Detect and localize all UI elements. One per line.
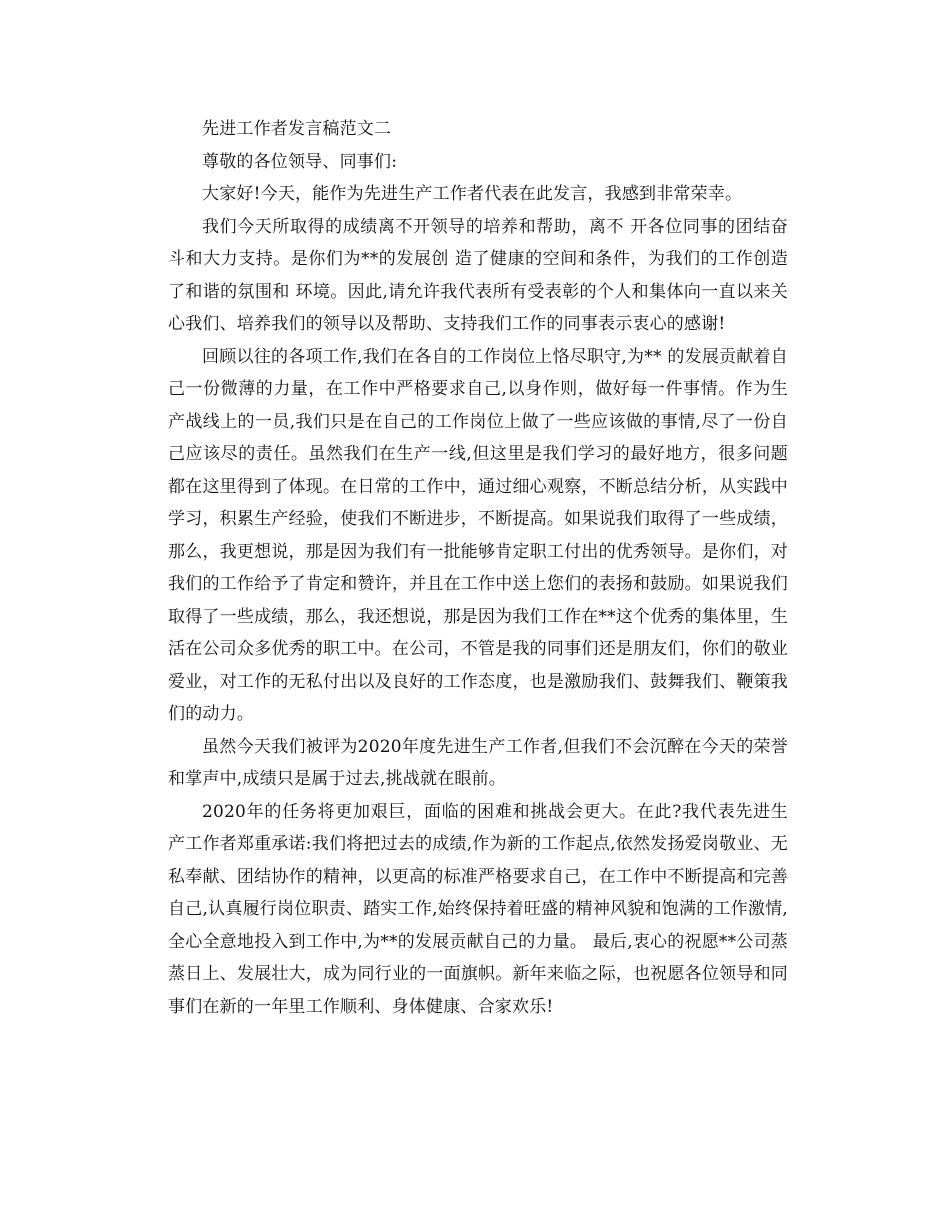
paragraph-greeting: 大家好!今天，能作为先进生产工作者代表在此发言，我感到非常荣幸。 bbox=[202, 184, 743, 204]
paragraph-honor: 虽然今天我们被评为2020年度先进生产工作者,但我们不会沉醉在今天的荣誉和掌声中,成绩只是属于过去,挑战就在眼前。 bbox=[168, 736, 788, 789]
paragraph-review: 回顾以往的各项工作,我们在各自的工作岗位上恪尽职守,为** 的发展贡献着自己一份微薄的力量，在工作中严格要求自己,以身作则，做好每一件事情。作为生产战线上的一员,我们只是在自己的工作岗位上做了一些应该做的事情,尽了一份自己应该尽的责任。虽然我们在生产一线,但这里是我们学习的最好地方，很多问题都在这里得到了体现。在日常的工作中，通过细心观察，不断总结分析，从实践中学习，积累生产经验，使我们不断进步，不断提高。如果说我们取得了一些成绩，那么，我更想说，那是因为我们有一批能够肯定职工付出的优秀领导。是你们，对我们的工作给予了肯定和赞许，并且在工作中送上您们的表扬和鼓励。如果说我们取得了一些成绩，那么，我还想说，那是因为我们工作在**这个优秀的集体里，生活在公司众多优秀的职工中。在公司，不管是我的同事们还是朋友们，你们的敬业爱业，对工作的无私付出以及良好的工作态度，也是激励我们、鼓舞我们、鞭策我们的动力。 bbox=[168, 346, 788, 724]
document-body bbox=[168, 113, 788, 1023]
document-title: 先进工作者发言稿范文二 bbox=[202, 119, 392, 139]
paragraph-thanks: 我们今天所取得的成绩离不开领导的培养和帮助，离不 开各位同事的团结奋斗和大力支持。是你们为**的发展创 造了健康的空间和条件，为我们的工作创造了和谐的氛围和 环境。因此,请允许我代表所有受表彰的个人和集体向一直以来关心我们、培养我们的领导以及帮助、支持我们工作的同事表示衷心的感谢! bbox=[168, 216, 788, 334]
paragraph-commitment: 2020年的任务将更加艰巨，面临的困难和挑战会更大。在此?我代表先进生产工作者郑重承诺:我们将把过去的成绩,作为新的工作起点,依然发扬爱岗敬业、无私奉献、团结协作的精神，以更高的标准严格要求自己，在工作中不断提高和完善自己,认真履行岗位职责、踏实工作,始终保持着旺盛的精神风貌和饱满的工作激情,全心全意地投入到工作中,为**的发展贡献自己的力量。 最后,衷心的祝愿**公司蒸蒸日上、发展壮大，成为同行业的一面旗帜。新年来临之际，也祝愿各位领导和同事们在新的一年里工作顺利、身体健康、合家欢乐! bbox=[168, 801, 788, 1017]
salutation: 尊敬的各位领导、同事们: bbox=[202, 151, 398, 172]
